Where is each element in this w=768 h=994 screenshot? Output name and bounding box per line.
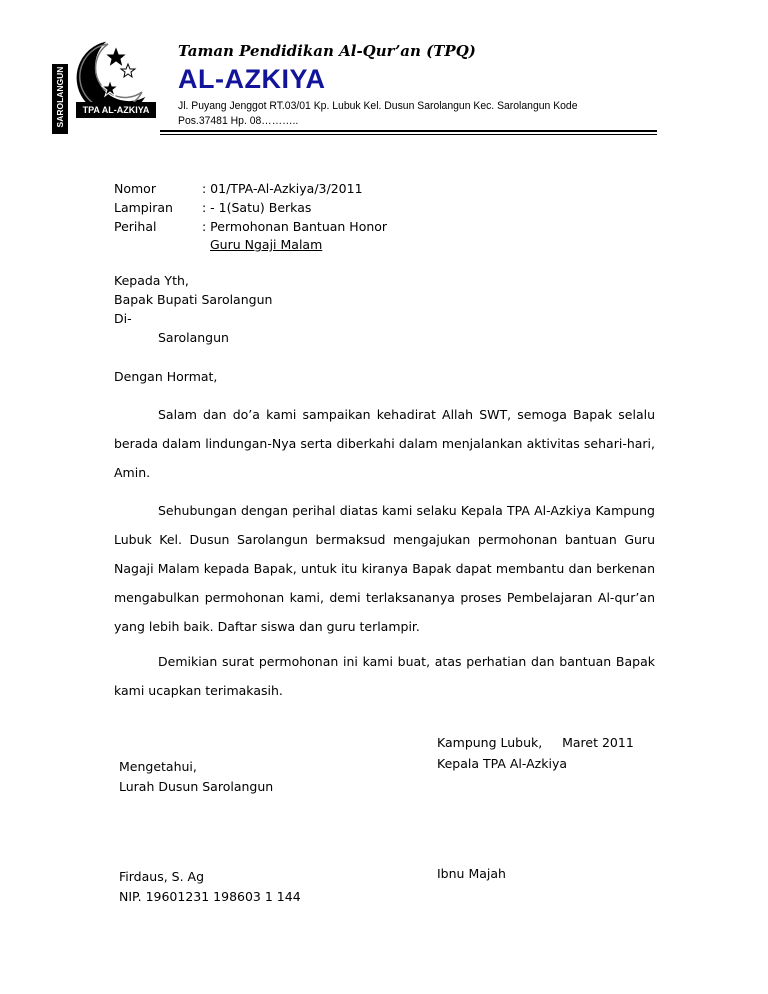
recipient-line3: Di- [114, 311, 132, 326]
recipient-line1: Kepada Yth, [114, 273, 189, 288]
recipient-line4: Sarolangun [158, 330, 229, 345]
right-signer-title: Kepala TPA Al-Azkiya [437, 756, 568, 771]
greeting: Dengan Hormat, [114, 369, 218, 384]
paragraph-1-text: Salam dan do’a kami sampaikan kehadirat Allah SWT, semoga Bapak selalu berada dalam lindungan-Nya serta diberkahi dalam menjalankan aktivitas sehari-hari, Amin. [114, 407, 655, 480]
logo-side-band [52, 64, 68, 134]
logo-side-text: SAROLANGUN [55, 66, 65, 128]
left-signer-name: Firdaus, S. Ag [119, 869, 205, 884]
school-address: Jl. Puyang Jenggot RT.03/01 Kp. Lubuk Kel. Dusun Sarolangun Kec. Sarolangun Kode Pos.37481 Hp. 08……….. [178, 100, 578, 127]
perihal-label: Perihal [114, 219, 157, 234]
letterhead-rule-thick [160, 130, 657, 132]
nomor-label: Nomor [114, 181, 156, 196]
left-signer-title1: Mengetahui, [119, 759, 197, 774]
school-name: AL-AZKIYA [178, 64, 326, 94]
recipient-line2: Bapak Bupati Sarolangun [114, 292, 273, 307]
left-signer-nip: NIP. 19601231 198603 1 144 [119, 889, 301, 904]
lampiran-value: : - 1(Satu) Berkas [202, 200, 312, 215]
paragraph-1 [114, 400, 655, 487]
nomor-value: : 01/TPA-Al-Azkiya/3/2011 [202, 181, 363, 196]
paragraph-2 [114, 496, 655, 641]
place-date: Kampung Lubuk, Maret 2011 [437, 735, 634, 750]
letterhead-rule-thin [160, 134, 657, 135]
perihal-value: : Permohonan Bantuan Honor [202, 219, 388, 234]
paragraph-3 [114, 647, 655, 705]
right-signer-name: Ibnu Majah [437, 866, 506, 881]
logo-badge-text: TPA AL-AZKIYA [82, 105, 150, 115]
perihal-value-line2: Guru Ngaji Malam [210, 237, 323, 252]
lampiran-label: Lampiran [114, 200, 173, 215]
school-subtitle: Taman Pendidikan Al-Qur’an (TPQ) [178, 42, 476, 60]
paragraph-3-text: Demikian surat permohonan ini kami buat, atas perhatian dan bantuan Bapak kami ucapkan terimakasih. [114, 654, 655, 698]
left-signer-title2: Lurah Dusun Sarolangun [119, 779, 274, 794]
school-logo [55, 34, 156, 128]
paragraph-2-text: Sehubungan dengan perihal diatas kami selaku Kepala TPA Al-Azkiya Kampung Lubuk Kel. Dusun Sarolangun bermaksud mengajukan permohonan bantuan Guru Nagaji Malam kepada Bapak, untuk itu kiranya Bapak dapat membantu dan berkenan mengabulkan permohonan kami, demi terlaksananya proses Pembelajaran Al-qur’an yang lebih baik. Daftar siswa dan guru terlampir. [114, 503, 655, 634]
